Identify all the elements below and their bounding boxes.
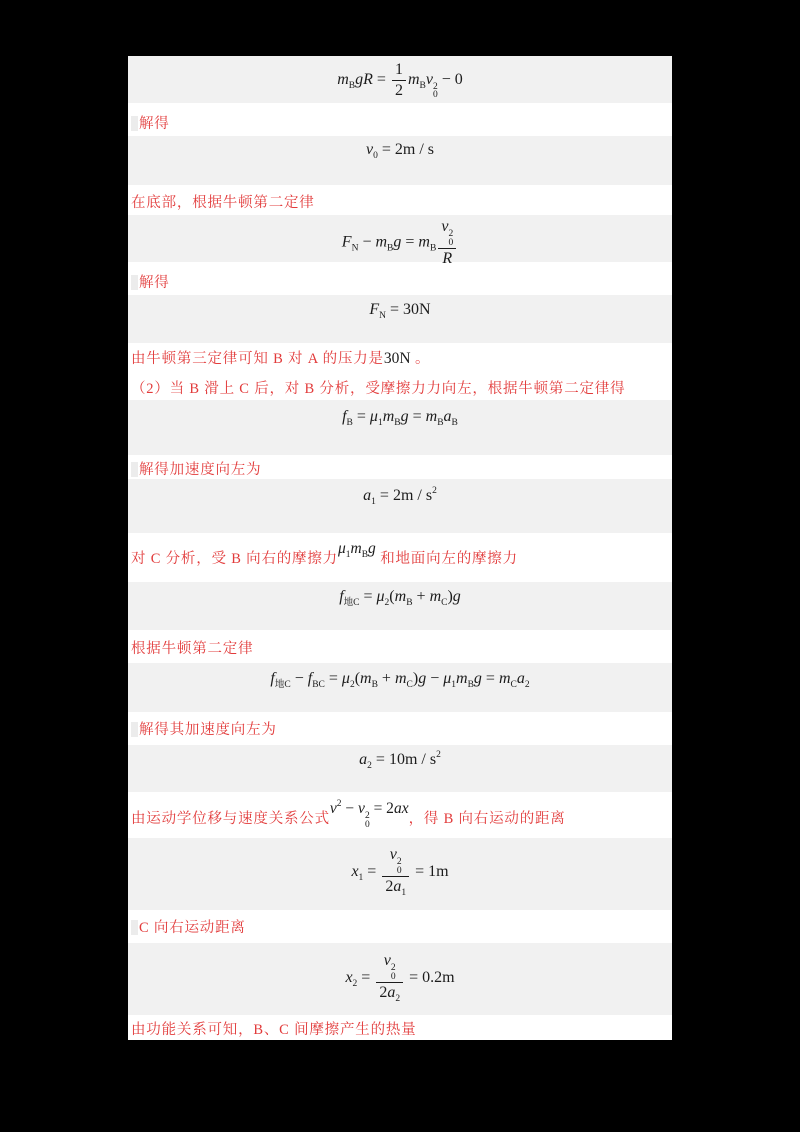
formula-row [128, 838, 672, 910]
formula-row [128, 215, 672, 267]
solution-text-row [128, 792, 672, 838]
display-formula: $x_2$ = v 2 0 $2a_2$ = 0.2m [345, 952, 455, 1004]
formula-row [128, 582, 672, 630]
display-formula: $F_N - m_Bg = m_B$ v 2 0 R [342, 218, 458, 268]
solution-text: （2）当 B 滑上 C 后，对 B 分析，受摩擦力力向左，根据牛顿第二定律得 [131, 381, 626, 397]
highlight-mark [131, 116, 138, 131]
solution-text: 由运动学位移与速度关系公式$v^2 - v$ 2 0 = 2ax，得 B 向右运动的距离 [131, 799, 566, 830]
display-formula: $m_BgR$ = $\frac{1}{2}$ $m_Bv$ 2 0 − 0 [337, 61, 463, 101]
solution-text-row [128, 103, 672, 136]
solution-text-row [128, 262, 672, 295]
solution-text: C 向右运动距离 [131, 920, 246, 936]
display-formula: $a_2 = 10m / s^2$ [359, 750, 441, 771]
solution-text-row [128, 1015, 672, 1040]
solution-text: 解得 [131, 275, 170, 291]
display-formula: $f_{地C} - f_{BC} = \mu_2(m_B + m_C)g - \mu_1m_Bg = m_Ca_2$ [270, 670, 530, 690]
inline-formula: 30N [383, 350, 411, 367]
display-formula: $f_{地C} = \mu_2(m_B + m_C)g$ [339, 588, 461, 608]
formula-row [128, 400, 672, 455]
solution-text-row [128, 343, 672, 372]
solution-text-row [128, 372, 672, 400]
highlight-mark [131, 920, 138, 935]
display-formula: $a_1 = 2m / s^2$ [363, 486, 437, 507]
solution-text-row [128, 533, 672, 582]
highlight-mark [131, 462, 138, 477]
solution-text: 解得其加速度向左为 [131, 722, 277, 738]
solution-text-row [128, 910, 672, 943]
formula-row [128, 479, 672, 533]
solution-text: 解得加速度向左为 [131, 462, 261, 478]
highlight-mark [131, 275, 138, 290]
solution-text: 在底部，根据牛顿第二定律 [131, 195, 315, 211]
inline-formula: $\mu_1m_Bg$ [337, 540, 376, 560]
formula-row [128, 56, 672, 103]
solution-text-row [128, 630, 672, 663]
solution-text-row [128, 712, 672, 745]
solution-text-row [128, 455, 672, 479]
formula-row [128, 663, 672, 712]
inline-formula: $v^2 - v$ 2 0 = 2ax [329, 799, 409, 830]
display-formula: $v_0 = 2m / s$ [366, 141, 434, 161]
formula-row [128, 136, 672, 185]
document-page [128, 56, 672, 1040]
display-formula: $f_B = \mu_1m_Bg = m_Ba_B$ [342, 408, 458, 428]
solution-text: 根据牛顿第二定律 [131, 641, 254, 657]
solution-text: 解得 [131, 116, 170, 132]
formula-row [128, 745, 672, 792]
highlight-mark [131, 722, 138, 737]
solution-text: 由功能关系可知，B、C 间摩擦产生的热量 [131, 1022, 417, 1038]
formula-row [128, 943, 672, 1015]
solution-text: 由牛顿第三定律可知 B 对 A 的压力是30N 。 [131, 350, 431, 367]
display-formula: $x_1$ = v 2 0 $2a_1$ = 1m [351, 846, 449, 898]
formula-row [128, 295, 672, 343]
solution-text: 对 C 分析，受 B 向右的摩擦力$\mu_1m_Bg$ 和地面向左的摩擦力 [131, 540, 518, 567]
display-formula: $F_N = 30N$ [369, 301, 431, 321]
solution-text-row [128, 185, 672, 215]
